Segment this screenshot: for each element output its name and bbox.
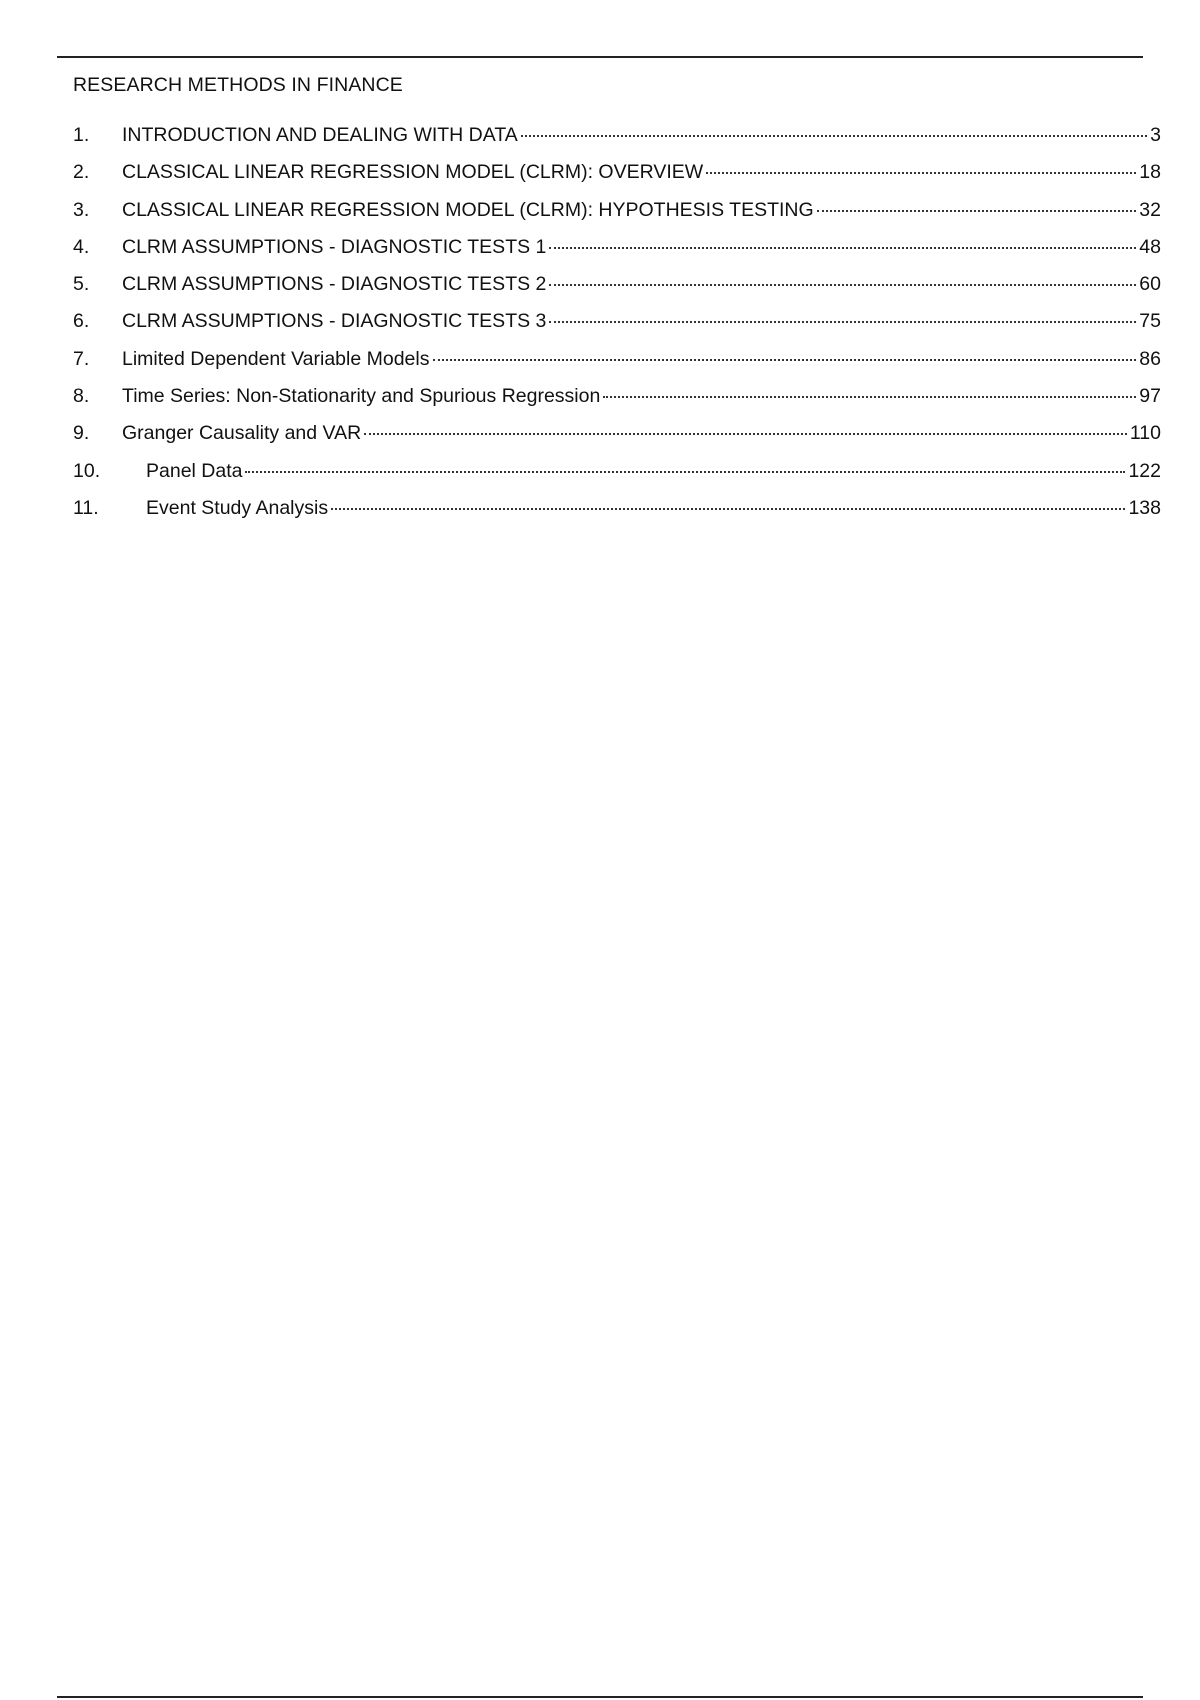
toc-entry-number: 2. xyxy=(73,161,90,184)
toc-dot-leader xyxy=(603,396,1136,398)
toc-entry-title[interactable]: CLASSICAL LINEAR REGRESSION MODEL (CLRM): HYPOTHESIS TESTING xyxy=(122,198,814,221)
toc-entry-title[interactable]: Time Series: Non-Stationarity and Spurious Regression xyxy=(122,385,601,408)
toc-entry[interactable] xyxy=(73,348,1161,385)
toc-dot-leader xyxy=(706,172,1136,174)
toc-entry-page[interactable]: 138 xyxy=(1128,496,1161,519)
header-rule xyxy=(57,56,1143,58)
toc-entry-title[interactable]: CLRM ASSUMPTIONS - DIAGNOSTIC TESTS 2 xyxy=(122,273,547,296)
toc-entry-number: 9. xyxy=(73,422,90,445)
toc-dot-leader xyxy=(817,210,1137,212)
toc-entry-number: 6. xyxy=(73,310,90,333)
toc-entry-page[interactable]: 97 xyxy=(1139,385,1161,408)
toc-dot-leader xyxy=(245,471,1125,473)
toc-entry-page[interactable]: 60 xyxy=(1139,273,1161,296)
toc-entry-number: 11. xyxy=(73,496,99,519)
toc-entry[interactable] xyxy=(73,385,1161,422)
table-of-contents xyxy=(73,124,1161,534)
toc-entry-page[interactable]: 86 xyxy=(1139,347,1161,370)
toc-entry[interactable] xyxy=(73,273,1161,310)
toc-entry[interactable] xyxy=(73,161,1161,198)
toc-entry-title[interactable]: Panel Data xyxy=(146,459,243,482)
toc-entry-title[interactable]: INTRODUCTION AND DEALING WITH DATA xyxy=(122,124,518,146)
toc-entry-number: 5. xyxy=(73,273,90,296)
toc-entry[interactable] xyxy=(73,124,1161,161)
toc-entry-number: 8. xyxy=(73,385,90,408)
toc-dot-leader xyxy=(521,135,1147,137)
toc-entry[interactable] xyxy=(73,236,1161,273)
toc-entry[interactable] xyxy=(73,310,1161,347)
toc-entry-number: 1. xyxy=(73,124,90,146)
toc-entry-page[interactable]: 3 xyxy=(1150,124,1161,146)
toc-entry[interactable] xyxy=(73,460,1161,497)
toc-entry-number: 10. xyxy=(73,459,101,482)
toc-entry-number: 4. xyxy=(73,235,90,258)
toc-dot-leader xyxy=(549,247,1136,249)
toc-dot-leader xyxy=(549,321,1136,323)
document-title: RESEARCH METHODS IN FINANCE xyxy=(73,74,403,96)
toc-entry[interactable] xyxy=(73,422,1161,459)
toc-entry-title[interactable]: CLRM ASSUMPTIONS - DIAGNOSTIC TESTS 1 xyxy=(122,235,547,258)
toc-entry-page[interactable]: 75 xyxy=(1139,310,1161,333)
toc-entry-number: 7. xyxy=(73,347,90,370)
toc-dot-leader xyxy=(549,284,1136,286)
toc-entry-page[interactable]: 122 xyxy=(1128,459,1161,482)
toc-entry[interactable] xyxy=(73,497,1161,534)
toc-entry-title[interactable]: Limited Dependent Variable Models xyxy=(122,347,430,370)
toc-entry-title[interactable]: Event Study Analysis xyxy=(146,496,329,519)
toc-entry-page[interactable]: 110 xyxy=(1129,422,1161,445)
footer-rule xyxy=(57,1696,1143,1698)
toc-dot-leader xyxy=(331,508,1125,510)
toc-entry[interactable] xyxy=(73,199,1161,236)
toc-entry-page[interactable]: 32 xyxy=(1139,198,1161,221)
toc-entry-number: 3. xyxy=(73,198,90,221)
toc-entry-page[interactable]: 18 xyxy=(1139,161,1161,184)
toc-entry-page[interactable]: 48 xyxy=(1139,235,1161,258)
toc-entry-title[interactable]: Granger Causality and VAR xyxy=(122,422,362,445)
toc-entry-title[interactable]: CLASSICAL LINEAR REGRESSION MODEL (CLRM): OVERVIEW xyxy=(122,161,704,184)
toc-entry-title[interactable]: CLRM ASSUMPTIONS - DIAGNOSTIC TESTS 3 xyxy=(122,310,547,333)
toc-dot-leader xyxy=(433,359,1137,361)
toc-dot-leader xyxy=(364,433,1127,435)
